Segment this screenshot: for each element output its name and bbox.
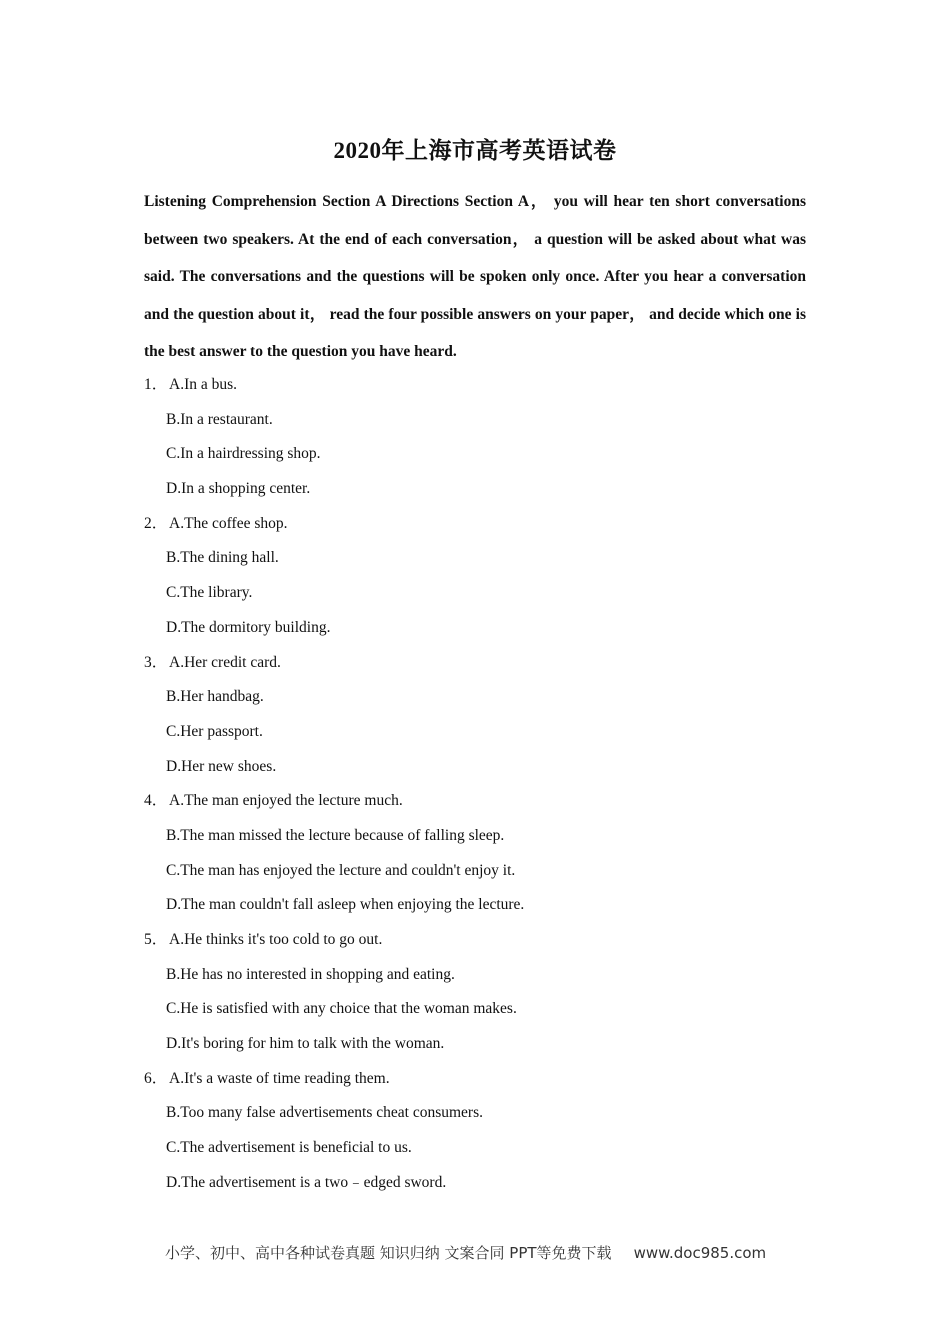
option-a: A.In a bus. xyxy=(169,376,238,393)
question-number: 2． xyxy=(144,514,168,532)
page-footer xyxy=(165,1242,766,1263)
option-a: A.He thinks it's too cold to go out. xyxy=(169,931,383,948)
option-c: C.He is satisfied with any choice that the woman makes. xyxy=(166,1000,517,1018)
question-first-line xyxy=(144,507,806,542)
question-first-line xyxy=(144,784,806,819)
question-1 xyxy=(144,368,806,507)
question-first-line xyxy=(144,1062,806,1097)
question-first-line xyxy=(144,923,806,958)
option-d: D.The dormitory building. xyxy=(166,618,331,636)
option-a: A.The man enjoyed the lecture much. xyxy=(169,792,403,810)
option-d: D.The advertisement is a two﹣edged sword. xyxy=(166,1173,447,1191)
question-3 xyxy=(144,646,806,785)
directions-text: Listening Comprehension Section A Directions Section A， you will hear ten short conversations between two speakers. At the end of each conversation， a question will be asked about what was said. The conversations and the questions will be spoken only once. After you hear a conversation and the question about it， read the four possible answers on your paper， and decide which one is the best answer to the question you have heard. xyxy=(144,193,806,360)
question-number: 1． xyxy=(144,376,168,393)
option-b: B.The dining hall. xyxy=(166,549,279,567)
option-d: D.It's boring for him to talk with the woman. xyxy=(166,1035,445,1053)
option-a: A.Her credit card. xyxy=(169,653,281,671)
question-2 xyxy=(144,507,806,646)
question-first-line xyxy=(144,646,806,681)
option-b: B.Too many false advertisements cheat consumers. xyxy=(166,1104,484,1122)
question-number: 3． xyxy=(144,653,168,671)
option-d: D.In a shopping center. xyxy=(166,480,311,498)
question-list xyxy=(144,368,806,1201)
option-b: B.In a restaurant. xyxy=(166,410,273,428)
option-b: B.The man missed the lecture because of falling sleep. xyxy=(166,826,505,844)
question-6 xyxy=(144,1062,806,1201)
question-number: 4． xyxy=(144,792,168,810)
option-d: D.Her new shoes. xyxy=(166,757,277,775)
option-b: B.He has no interested in shopping and eating. xyxy=(166,965,455,983)
option-c: C.In a hairdressing shop. xyxy=(166,445,321,463)
option-c: C.The man has enjoyed the lecture and couldn't enjoy it. xyxy=(166,861,516,879)
option-c: C.The library. xyxy=(166,584,253,602)
option-c: C.Her passport. xyxy=(166,722,263,740)
option-c: C.The advertisement is beneficial to us. xyxy=(166,1139,412,1157)
footer-url[interactable]: www.doc985.com xyxy=(633,1244,767,1262)
question-number: 6． xyxy=(144,1069,168,1087)
option-a: A.It's a waste of time reading them. xyxy=(169,1069,390,1087)
option-b: B.Her handbag. xyxy=(166,688,264,706)
question-number: 5． xyxy=(144,931,168,948)
option-a: A.The coffee shop. xyxy=(169,514,288,532)
question-4 xyxy=(144,784,806,923)
page-title: 2020年上海市高考英语试卷 xyxy=(333,138,617,163)
question-first-line xyxy=(144,368,806,403)
question-5 xyxy=(144,923,806,1062)
footer-text: 小学、初中、高中各种试卷真题 知识归纳 文案合同 PPT等免费下载 xyxy=(165,1244,612,1262)
option-d: D.The man couldn't fall asleep when enjoying the lecture. xyxy=(166,896,525,914)
